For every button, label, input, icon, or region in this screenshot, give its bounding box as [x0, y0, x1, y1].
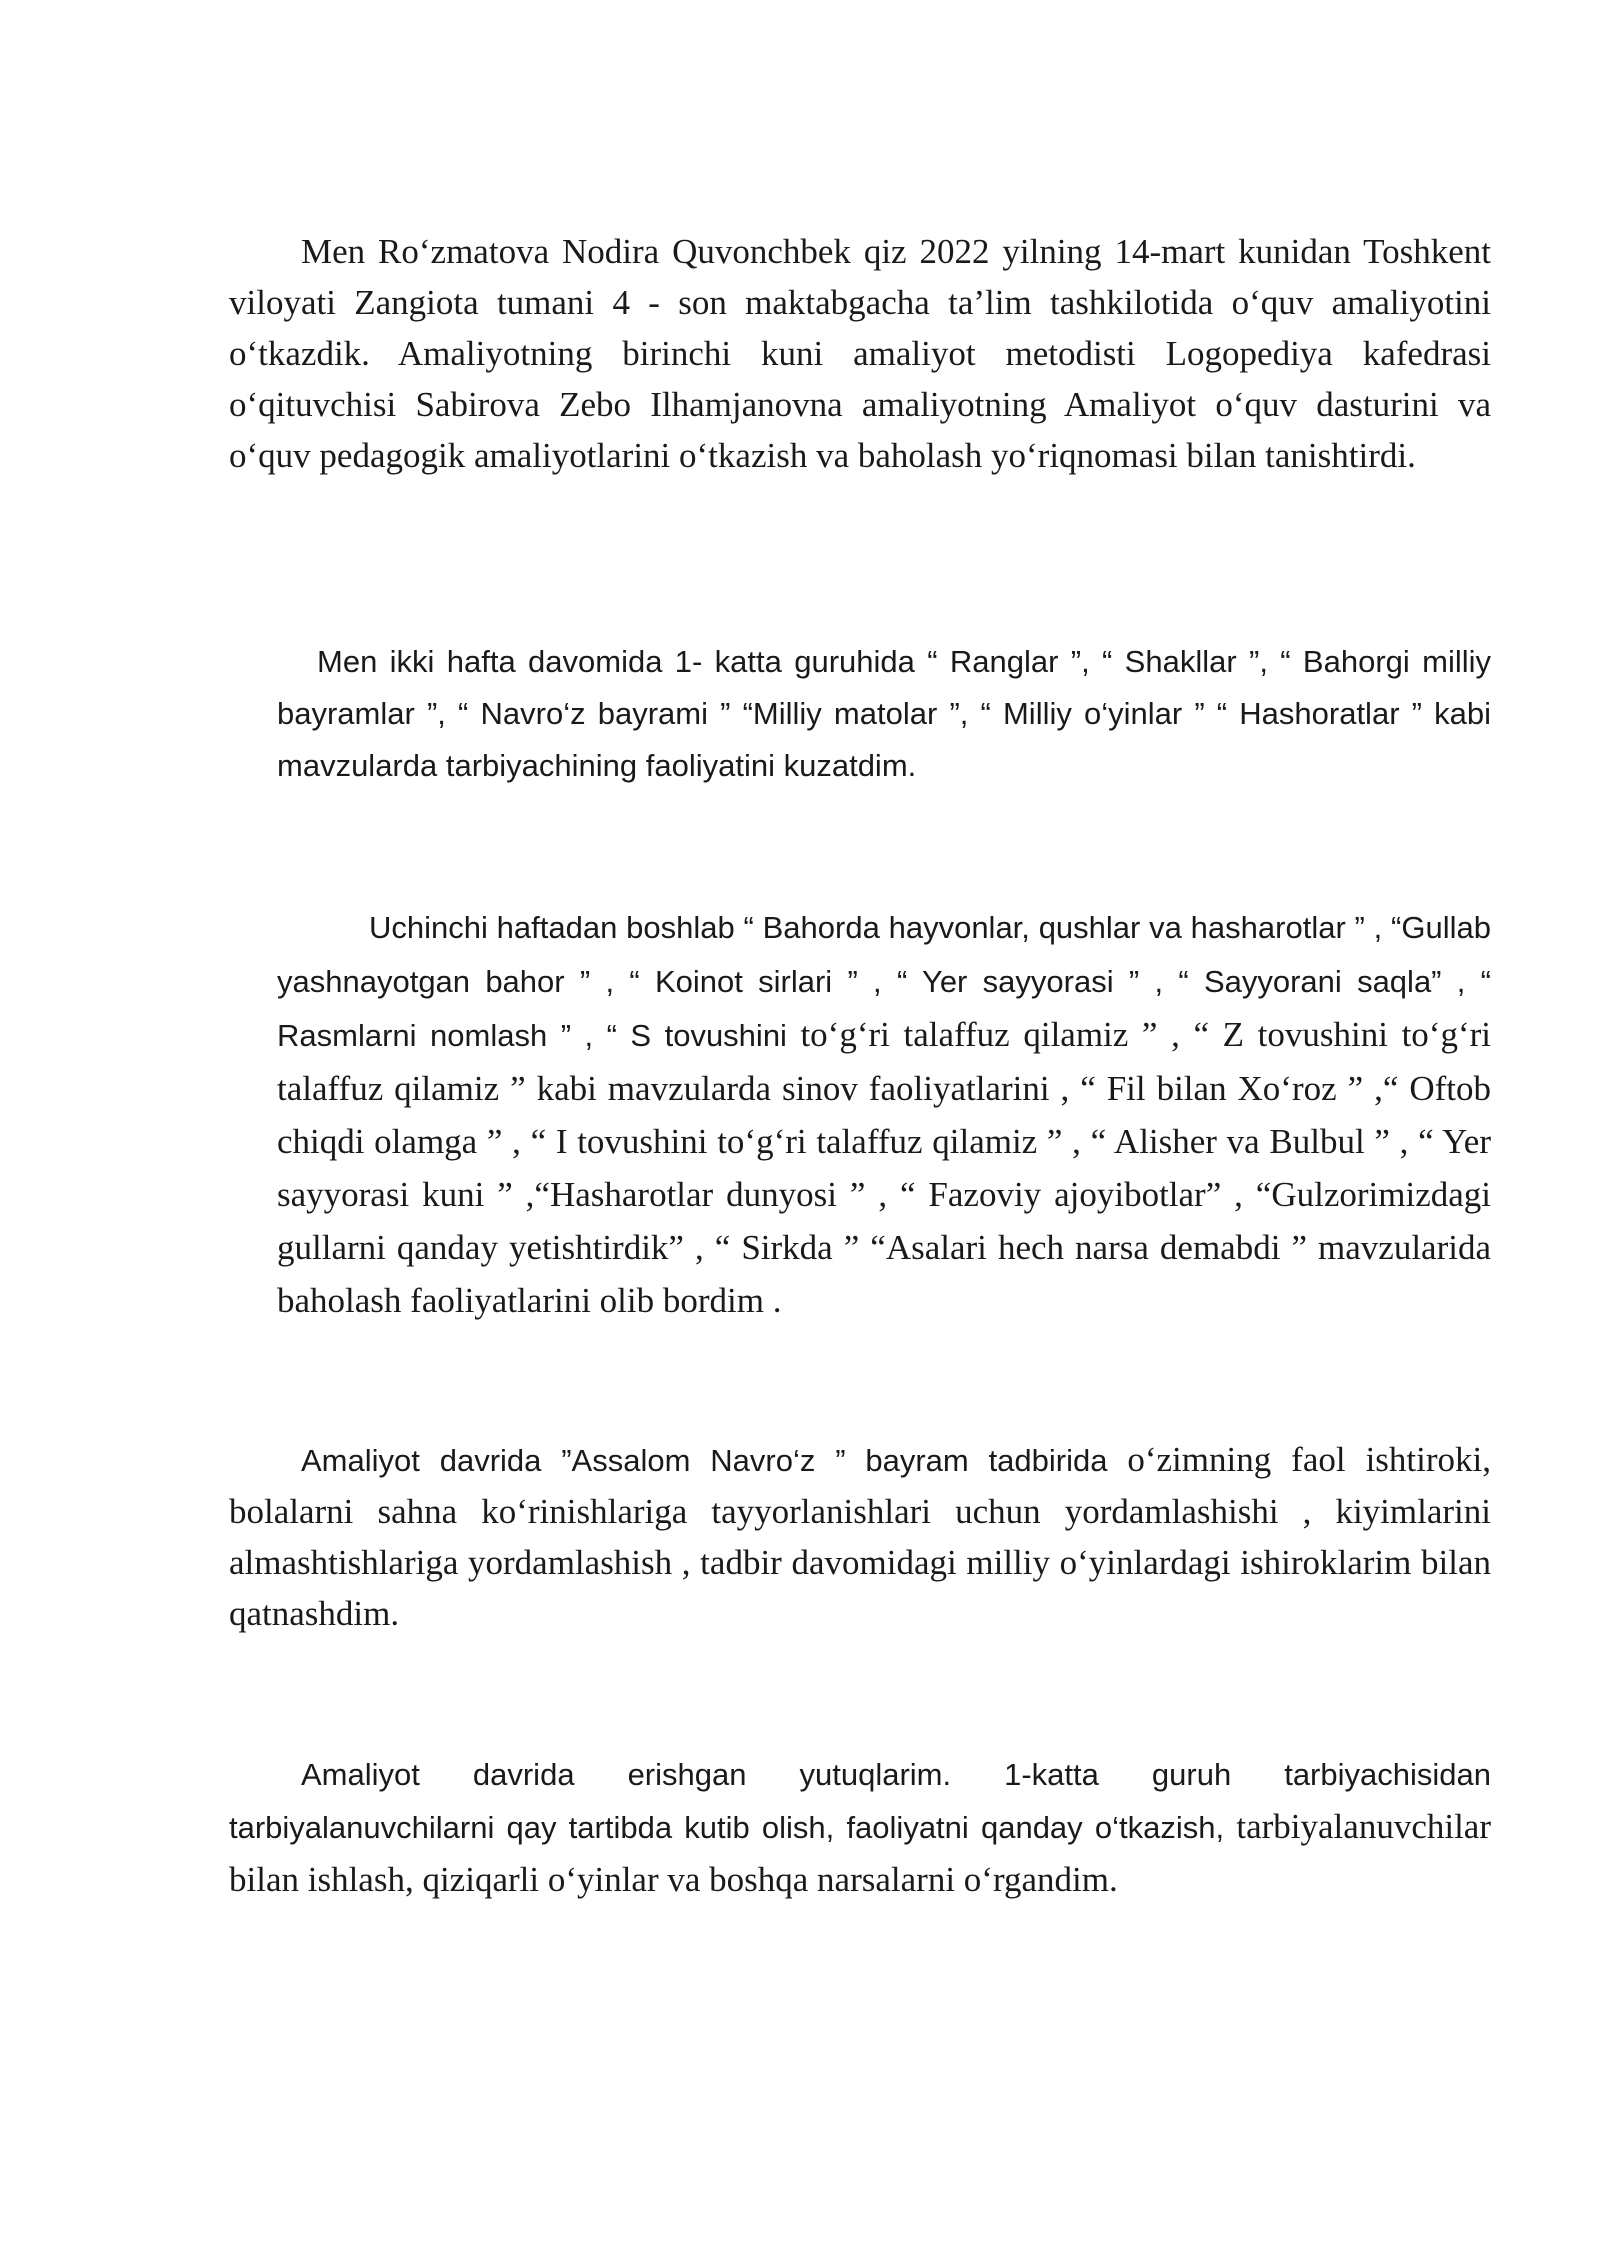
paragraph-achievements [229, 1748, 1491, 1906]
paragraph-text-lead: Uchinchi haftadan boshlab “ Bahorda hayvonlar, qushlar va hasharotlar ” , “Gullab yashnayotgan bahor ” , “ Koinot sirlari ” , “ Yer sayyorasi ” , “ Sayyorani saqla” , “ Rasmlarni nomlash ” , “ S tovushini [277, 910, 1491, 1053]
paragraph-text: Men Ro‘zmatova Nodira Quvonchbek qiz 2022 yilning 14-mart kunidan Toshkent viloyati Zangiota tumani 4 - son maktabgacha ta’lim tashkilotida o‘quv amaliyotini o‘tkazdik. Amaliyotning birinchi kuni amaliyot metodisti Logopediya kafedrasi o‘qituvchisi Sabirova Zebo Ilhamjanovna amaliyotning Amaliyot o‘quv dasturini va o‘quv pedagogik amaliyotlarini o‘tkazish va baholash yo‘riqnomasi bilan tanishtirdi. [229, 232, 1491, 475]
paragraph-internship-intro [229, 226, 1491, 481]
paragraph-text: Men ikki hafta davomida 1- katta guruhida “ Ranglar ”, “ Shakllar ”, “ Bahorgi milliy bayramlar ”, “ Navro‘z bayrami ” “Milliy matolar ”, “ Milliy o‘yinlar ” “ Hashoratlar ” kabi mavzularda tarbiyachining faoliyatini kuzatdim. [277, 644, 1491, 783]
paragraph-text-lead: Amaliyot davrida ”Assalom Navro‘z ” bayram tadbirida [301, 1443, 1128, 1478]
paragraph-text-rest: to‘g‘ri talaffuz qilamiz ” , “ Z tovushini to‘g‘ri talaffuz qilamiz ” kabi mavzularda sinov faoliyatlarini , “ Fil bilan Xo‘roz ” ,“ Oftob chiqdi olamga ” , “ I tovushini to‘g‘ri talaffuz qilamiz ” , “ Alisher va Bulbul ” , “ Yer sayyorasi kuni ” ,“Hasharotlar dunyosi ” , “ Fazoviy ajoyibotlar” , “Gulzorimizdagi gullarni qanday yetishtirdik” , “ Sirkda ” “Asalari hech narsa demabdi ” mavzularida baholash faoliyatlarini olib bordim . [277, 1015, 1491, 1320]
paragraph-text-lead: Amaliyot davrida erishgan yutuqlarim. 1-katta guruh tarbiyachisidan tarbiyalanuvchilarni qay tartibda kutib olish, faoliyatni qanday o‘tkazish, [229, 1757, 1491, 1845]
paragraph-navruz-event [229, 1434, 1491, 1639]
paragraph-text-rest: o‘zimning faol ishtiroki, bolalarni sahna ko‘rinishlariga tayyorlanishlari uchun yordamlashishi , kiyimlarini almashtishlariga yordamlashish , tadbir davomidagi milliy o‘yinlardagi ishiroklarim bilan qatnashdim. [229, 1440, 1491, 1633]
paragraph-text-rest: tarbiyalanuvchilar bilan ishlash, qiziqarli o‘yinlar va boshqa narsalarni o‘rgandim. [229, 1807, 1491, 1899]
paragraph-observation [277, 636, 1491, 792]
paragraph-assessment-activities [277, 900, 1491, 1327]
